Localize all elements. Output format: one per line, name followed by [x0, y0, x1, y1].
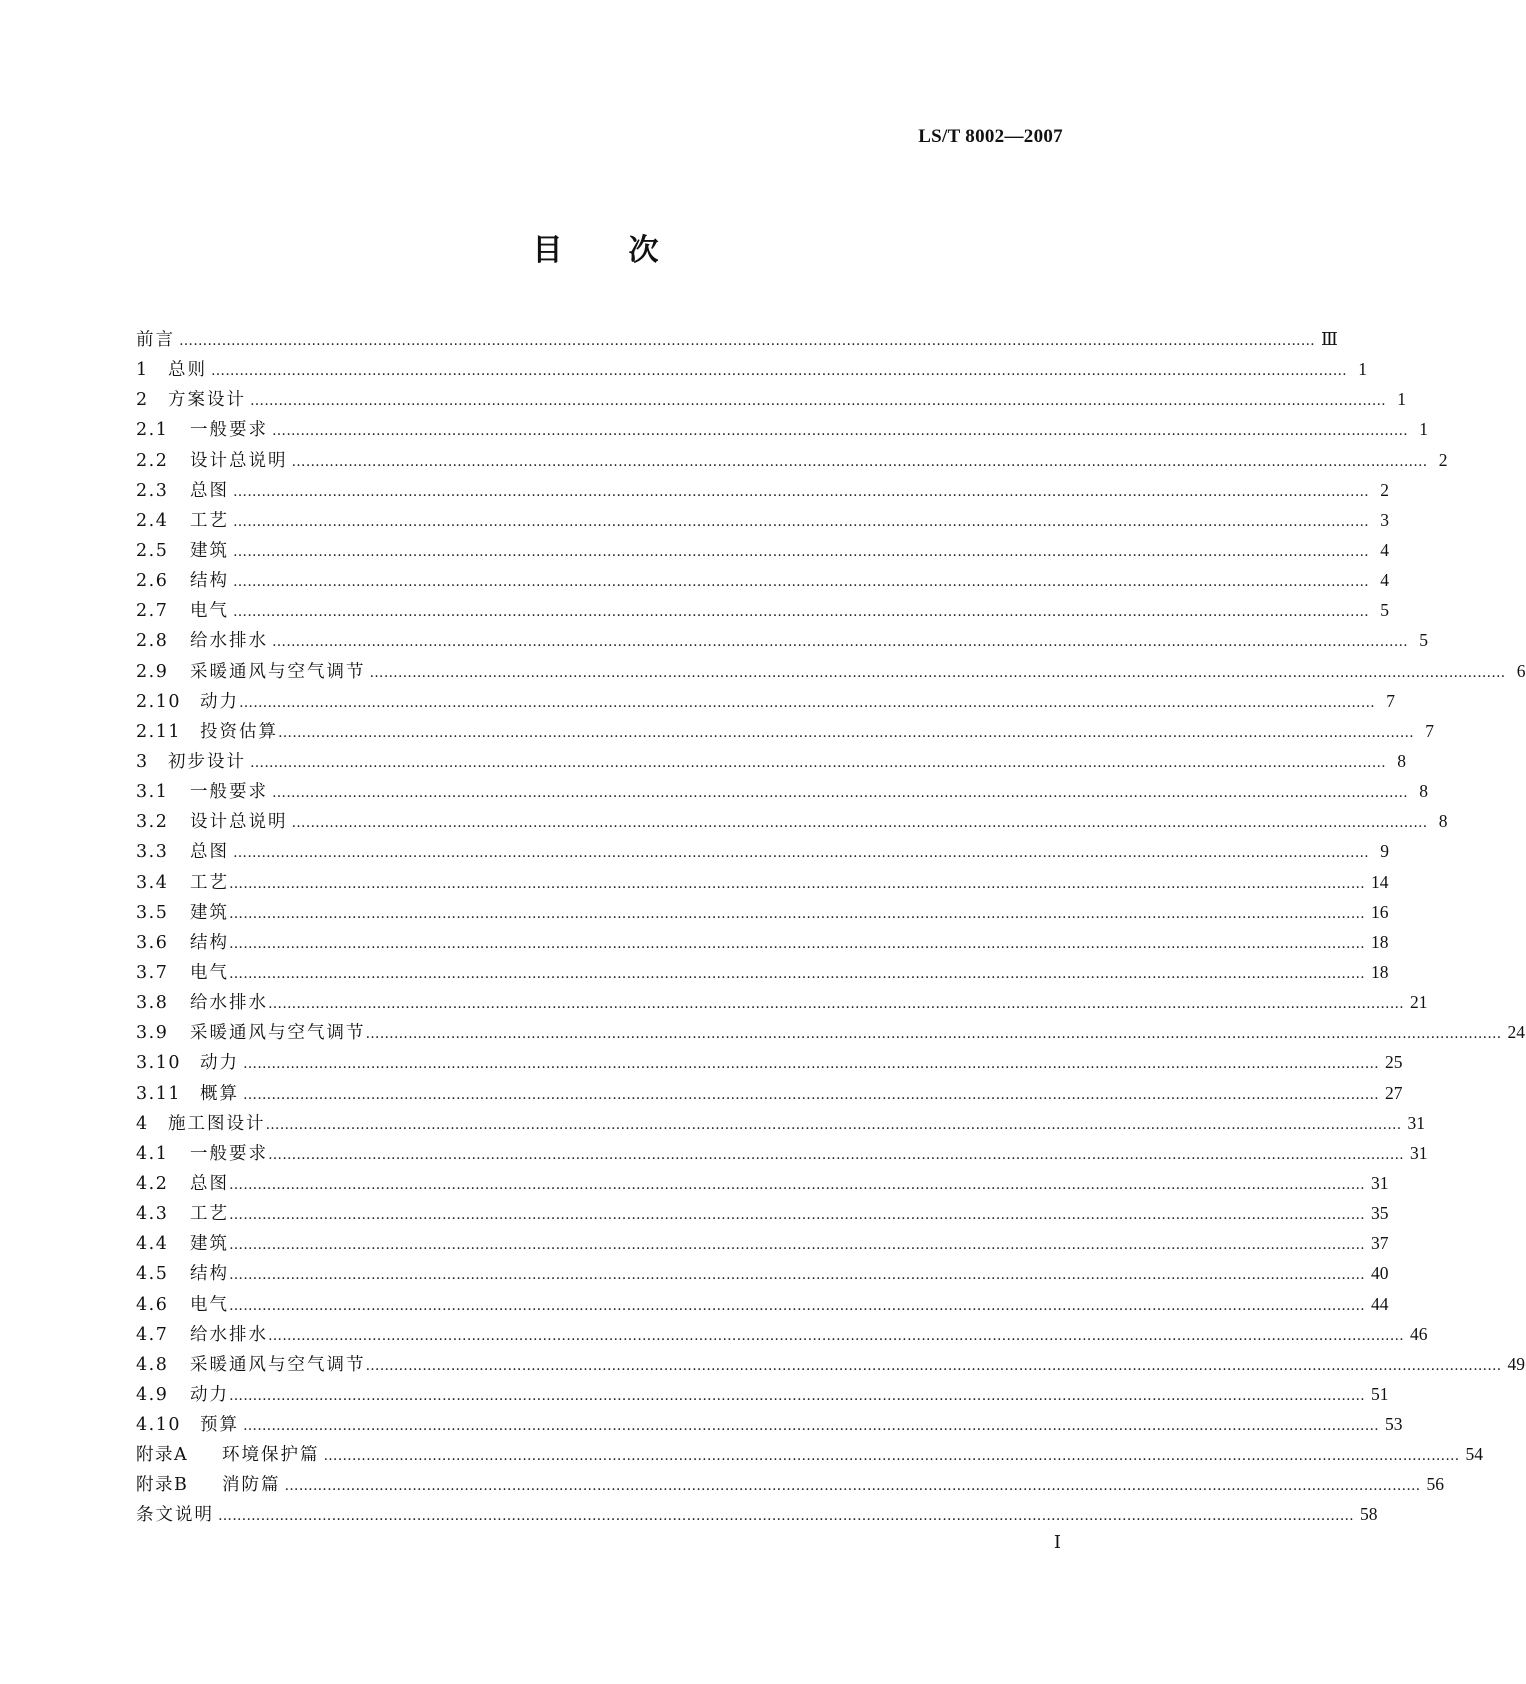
toc-entry[interactable] — [136, 1351, 1525, 1381]
toc-entry[interactable] — [136, 1441, 1483, 1471]
toc-entry-number: 4.6 — [136, 1294, 169, 1315]
toc-entry-label: 投资估算 — [200, 721, 278, 742]
toc-entry-number: 附录B — [136, 1475, 189, 1496]
toc-entry-label: 电气 — [190, 601, 229, 622]
toc-dot-leader: …………………………………………………………………………………………………………………………………………………………………………………………………………………… — [291, 453, 1428, 470]
toc-entry-label: 概算 — [200, 1083, 239, 1104]
toc-dot-leader: …………………………………………………………………………………………………………………………………………………………………………………………………………………… — [268, 1146, 1404, 1163]
toc-entry-page: 4 — [1380, 570, 1389, 591]
toc-entry-page: 6 — [1516, 660, 1526, 681]
toc-entry[interactable] — [136, 989, 1428, 1019]
toc-entry[interactable] — [136, 597, 1389, 627]
toc-dot-leader: …………………………………………………………………………………………………………………………………………………………………………………………………………………… — [284, 1478, 1421, 1495]
toc-entry[interactable] — [136, 507, 1389, 537]
toc-dot-leader: …………………………………………………………………………………………………………………………………………………………………………………………………………………… — [268, 996, 1404, 1013]
toc-entry-number: 3.5 — [136, 902, 169, 923]
toc-entry-page: 18 — [1371, 961, 1389, 982]
toc-entry-number: 4.1 — [136, 1143, 169, 1164]
toc-entry-number: 2 — [136, 390, 149, 411]
toc-entry-page: 5 — [1419, 630, 1428, 651]
toc-entry-label: 消防篇 — [222, 1475, 281, 1496]
toc-entry-page: 37 — [1371, 1233, 1389, 1254]
toc-dot-leader: …………………………………………………………………………………………………………………………………………………………………………………………………………………… — [229, 1387, 1365, 1404]
toc-dot-leader: …………………………………………………………………………………………………………………………………………………………………………………………………………………… — [278, 724, 1414, 741]
toc-entry-label: 结构 — [190, 1264, 229, 1285]
toc-entry-label: 给水排水 — [190, 631, 268, 652]
toc-entry-label: 总图 — [190, 1173, 229, 1194]
toc-entry[interactable] — [136, 688, 1395, 718]
toc-dot-leader: …………………………………………………………………………………………………………………………………………………………………………………………………………………… — [229, 965, 1365, 982]
toc-entry-number: 3.10 — [136, 1053, 181, 1074]
toc-entry-number: 3.11 — [136, 1083, 181, 1104]
toc-entry-page: 35 — [1371, 1203, 1389, 1224]
toc-dot-leader: …………………………………………………………………………………………………………………………………………………………………………………………………………………… — [233, 513, 1369, 530]
toc-entry-page: 25 — [1385, 1052, 1403, 1073]
toc-entry[interactable] — [136, 386, 1406, 416]
toc-entry-label: 环境保护篇 — [222, 1445, 320, 1466]
toc-dot-leader: …………………………………………………………………………………………………………………………………………………………………………………………………………………… — [243, 1086, 1379, 1103]
toc-entry-number: 2.10 — [136, 691, 181, 712]
toc-dot-leader: …………………………………………………………………………………………………………………………………………………………………………………………………………………… — [243, 1056, 1379, 1073]
toc-dot-leader: …………………………………………………………………………………………………………………………………………………………………………………………………………………… — [369, 664, 1506, 681]
toc-entry-label: 工艺 — [190, 872, 229, 893]
toc-entry-label: 建筑 — [190, 1234, 229, 1255]
toc-entry-number: 2.3 — [136, 480, 169, 501]
toc-entry[interactable] — [136, 1019, 1525, 1049]
toc-entry-page: 8 — [1438, 811, 1448, 832]
toc-entry-label: 预算 — [200, 1415, 239, 1436]
toc-entry-number: 2.7 — [136, 601, 169, 622]
toc-entry-number: 2.1 — [136, 420, 169, 441]
toc-entry-page: 5 — [1380, 600, 1389, 621]
toc-entry-page: 31 — [1371, 1172, 1389, 1193]
toc-entry-label: 总图 — [190, 842, 229, 863]
toc-entry[interactable] — [136, 778, 1428, 808]
toc-dot-leader: …………………………………………………………………………………………………………………………………………………………………………………………………………………… — [272, 634, 1408, 651]
toc-entry[interactable] — [136, 1140, 1428, 1170]
toc-entry[interactable] — [136, 1381, 1389, 1411]
toc-entry[interactable] — [136, 1291, 1389, 1321]
toc-dot-leader: …………………………………………………………………………………………………………………………………………………………………………………………………………………… — [229, 1297, 1365, 1314]
toc-entry-label: 结构 — [190, 571, 229, 592]
toc-dot-leader: …………………………………………………………………………………………………………………………………………………………………………………………………………………… — [265, 1116, 1402, 1133]
toc-entry-label: 采暖通风与空气调节 — [190, 661, 366, 682]
toc-entry-page: 51 — [1371, 1383, 1389, 1404]
toc-entry-page: 2 — [1380, 479, 1389, 500]
toc-entry-label: 设计总说明 — [190, 450, 288, 471]
toc-entry[interactable] — [136, 1260, 1389, 1290]
toc-dot-leader: …………………………………………………………………………………………………………………………………………………………………………………………………………………… — [268, 1327, 1404, 1344]
toc-entry-label: 一般要求 — [190, 1143, 268, 1164]
toc-dot-leader: …………………………………………………………………………………………………………………………………………………………………………………………………………………… — [229, 875, 1365, 892]
table-of-contents — [136, 326, 1526, 1532]
toc-entry-page: 46 — [1410, 1323, 1428, 1344]
toc-dot-leader: …………………………………………………………………………………………………………………………………………………………………………………………………………………… — [272, 785, 1408, 802]
toc-entry[interactable] — [136, 899, 1389, 929]
toc-entry[interactable] — [136, 959, 1389, 989]
toc-entry-label: 一般要求 — [190, 420, 268, 441]
toc-entry-number: 3.1 — [136, 782, 169, 803]
toc-entry[interactable] — [136, 356, 1367, 386]
toc-entry-label: 设计总说明 — [190, 812, 288, 833]
toc-entry-page: 1 — [1419, 419, 1428, 440]
toc-dot-leader: …………………………………………………………………………………………………………………………………………………………………………………………………………………… — [211, 363, 1347, 380]
toc-entry-label: 施工图设计 — [168, 1113, 266, 1134]
toc-entry-page: 9 — [1380, 841, 1389, 862]
toc-entry[interactable] — [136, 718, 1434, 748]
toc-entry[interactable] — [136, 1200, 1389, 1230]
toc-entry-page: 49 — [1507, 1353, 1525, 1374]
toc-entry-label: 采暖通风与空气调节 — [190, 1354, 366, 1375]
toc-entry-page: 1 — [1358, 359, 1367, 380]
toc-entry-label: 电气 — [190, 1294, 229, 1315]
toc-entry-label: 动力 — [200, 1053, 239, 1074]
toc-entry-number: 附录A — [136, 1445, 189, 1466]
toc-entry-label: 总图 — [190, 480, 229, 501]
page-number: Ⅰ — [1053, 1532, 1061, 1552]
toc-entry-page: 8 — [1397, 750, 1406, 771]
toc-entry-label: 给水排水 — [190, 1324, 268, 1345]
toc-entry-number: 2.8 — [136, 631, 169, 652]
toc-entry-label: 一般要求 — [190, 782, 268, 803]
toc-entry-label: 给水排水 — [190, 993, 268, 1014]
toc-dot-leader: …………………………………………………………………………………………………………………………………………………………………………………………………………………… — [233, 604, 1369, 621]
toc-entry-page: 14 — [1371, 871, 1389, 892]
toc-entry[interactable] — [136, 537, 1389, 567]
toc-entry[interactable] — [136, 326, 1338, 356]
toc-entry-number: 4.2 — [136, 1173, 169, 1194]
toc-entry[interactable] — [136, 929, 1389, 959]
toc-entry-label: 结构 — [190, 932, 229, 953]
toc-entry-number: 1 — [136, 360, 149, 381]
toc-dot-leader: …………………………………………………………………………………………………………………………………………………………………………………………………………………… — [365, 1026, 1502, 1043]
toc-entry-number: 2.11 — [136, 721, 181, 742]
toc-entry-page: 1 — [1397, 389, 1406, 410]
toc-dot-leader: …………………………………………………………………………………………………………………………………………………………………………………………………………………… — [233, 574, 1369, 591]
title-char-2: 次 — [628, 233, 659, 268]
title-char-1: 目 — [532, 233, 563, 268]
toc-entry-page: 4 — [1380, 539, 1389, 560]
toc-entry[interactable] — [136, 1321, 1428, 1351]
toc-entry-page: 53 — [1385, 1414, 1403, 1435]
toc-dot-leader: …………………………………………………………………………………………………………………………………………………………………………………………………………………… — [233, 483, 1369, 500]
toc-dot-leader: …………………………………………………………………………………………………………………………………………………………………………………………………………………… — [229, 935, 1365, 952]
toc-dot-leader: …………………………………………………………………………………………………………………………………………………………………………………………………………………… — [291, 815, 1428, 832]
toc-dot-leader: …………………………………………………………………………………………………………………………………………………………………………………………………………………… — [179, 333, 1315, 349]
toc-entry[interactable] — [136, 1049, 1403, 1079]
toc-entry-label: 前言 — [136, 330, 175, 350]
toc-entry-number: 3.4 — [136, 872, 169, 893]
toc-entry-number: 2.2 — [136, 450, 169, 471]
toc-entry-label: 电气 — [190, 962, 229, 983]
toc-entry-number: 4.3 — [136, 1204, 169, 1225]
toc-entry[interactable] — [136, 1501, 1378, 1531]
toc-entry-page: 7 — [1386, 690, 1395, 711]
toc-entry-number: 3 — [136, 751, 149, 772]
toc-entry-number: 3.8 — [136, 993, 169, 1014]
toc-dot-leader: …………………………………………………………………………………………………………………………………………………………………………………………………………………… — [229, 1267, 1365, 1284]
toc-entry[interactable] — [136, 567, 1389, 597]
toc-entry[interactable] — [136, 1080, 1403, 1110]
toc-entry-page: 3 — [1380, 509, 1389, 530]
toc-entry-page: 31 — [1410, 1142, 1428, 1163]
toc-entry-number: 3.3 — [136, 842, 169, 863]
toc-entry-page: 7 — [1425, 720, 1434, 741]
toc-entry[interactable] — [136, 1230, 1389, 1260]
toc-entry-number: 4.4 — [136, 1234, 169, 1255]
toc-entry-page: 16 — [1371, 901, 1389, 922]
toc-entry-number: 4.8 — [136, 1354, 169, 1375]
toc-entry-page: 2 — [1438, 449, 1448, 470]
toc-entry[interactable] — [136, 1170, 1389, 1200]
toc-entry-page: 56 — [1426, 1474, 1444, 1495]
toc-dot-leader: …………………………………………………………………………………………………………………………………………………………………………………………………………………… — [243, 1418, 1379, 1435]
toc-entry-label: 方案设计 — [168, 390, 246, 411]
toc-entry-label: 建筑 — [190, 540, 229, 561]
toc-entry-label: 动力 — [190, 1384, 229, 1405]
toc-entry-number: 2.5 — [136, 540, 169, 561]
toc-entry-label: 采暖通风与空气调节 — [190, 1023, 366, 1044]
toc-dot-leader: …………………………………………………………………………………………………………………………………………………………………………………………………………………… — [218, 1508, 1354, 1525]
toc-entry-number: 4.10 — [136, 1415, 181, 1436]
toc-entry-label: 建筑 — [190, 902, 229, 923]
toc-entry[interactable] — [136, 808, 1448, 838]
toc-entry-number: 3.9 — [136, 1023, 169, 1044]
toc-entry-page: 24 — [1507, 1022, 1525, 1043]
toc-entry-number: 3.7 — [136, 962, 169, 983]
toc-entry[interactable] — [136, 1411, 1403, 1441]
toc-entry-number: 4.5 — [136, 1264, 169, 1285]
toc-entry-page: 27 — [1385, 1082, 1403, 1103]
toc-entry-number: 4.9 — [136, 1384, 169, 1405]
toc-entry-page: 40 — [1371, 1263, 1389, 1284]
toc-entry-label: 总则 — [168, 360, 207, 381]
toc-entry-number: 2.6 — [136, 571, 169, 592]
toc-entry-number: 2.4 — [136, 510, 169, 531]
toc-entry-label: 动力 — [200, 691, 239, 712]
toc-entry-label: 条文说明 — [136, 1505, 214, 1526]
toc-entry-page: 18 — [1371, 931, 1389, 952]
toc-dot-leader: …………………………………………………………………………………………………………………………………………………………………………………………………………………… — [229, 1176, 1365, 1193]
toc-dot-leader: …………………………………………………………………………………………………………………………………………………………………………………………………………………… — [229, 905, 1365, 922]
toc-entry-number: 4 — [136, 1113, 149, 1134]
toc-entry-page: 58 — [1360, 1504, 1378, 1525]
toc-entry-number: 2.9 — [136, 661, 169, 682]
toc-entry-page: 44 — [1371, 1293, 1389, 1314]
toc-entry-page: 54 — [1465, 1444, 1483, 1465]
toc-entry[interactable] — [136, 1471, 1444, 1501]
toc-entry[interactable] — [136, 447, 1448, 477]
toc-entry[interactable] — [136, 477, 1389, 507]
page-title — [0, 225, 1191, 269]
toc-dot-leader: …………………………………………………………………………………………………………………………………………………………………………………………………………………… — [323, 1448, 1460, 1465]
toc-entry[interactable] — [136, 416, 1428, 446]
toc-dot-leader: …………………………………………………………………………………………………………………………………………………………………………………………………………………… — [272, 423, 1408, 440]
toc-entry-number: 3.6 — [136, 932, 169, 953]
toc-dot-leader: …………………………………………………………………………………………………………………………………………………………………………………………………………………… — [233, 845, 1369, 862]
toc-dot-leader: …………………………………………………………………………………………………………………………………………………………………………………………………………………… — [229, 1237, 1365, 1254]
standard-code: LS/T 8002—2007 — [918, 126, 1063, 147]
toc-dot-leader: …………………………………………………………………………………………………………………………………………………………………………………………………………………… — [365, 1357, 1502, 1374]
toc-entry-label: 工艺 — [190, 1204, 229, 1225]
toc-entry-number: 3.2 — [136, 812, 169, 833]
toc-dot-leader: …………………………………………………………………………………………………………………………………………………………………………………………………………………… — [250, 754, 1386, 771]
toc-entry[interactable] — [136, 658, 1526, 688]
toc-entry-number: 4.7 — [136, 1324, 169, 1345]
toc-entry[interactable] — [136, 627, 1428, 657]
toc-entry[interactable] — [136, 748, 1406, 778]
toc-entry[interactable] — [136, 838, 1389, 868]
toc-entry[interactable] — [136, 869, 1389, 899]
toc-dot-leader: …………………………………………………………………………………………………………………………………………………………………………………………………………………… — [239, 694, 1375, 711]
toc-entry-page: 8 — [1419, 781, 1428, 802]
toc-entry[interactable] — [136, 1110, 1425, 1140]
toc-entry-label: 工艺 — [190, 510, 229, 531]
toc-dot-leader: …………………………………………………………………………………………………………………………………………………………………………………………………………………… — [250, 393, 1386, 410]
toc-entry-page: Ⅲ — [1321, 329, 1338, 349]
toc-entry-page: 31 — [1407, 1112, 1425, 1133]
toc-entry-label: 初步设计 — [168, 751, 246, 772]
toc-dot-leader: …………………………………………………………………………………………………………………………………………………………………………………………………………………… — [233, 543, 1369, 560]
toc-entry-page: 21 — [1410, 992, 1428, 1013]
toc-dot-leader: …………………………………………………………………………………………………………………………………………………………………………………………………………………… — [229, 1207, 1365, 1224]
